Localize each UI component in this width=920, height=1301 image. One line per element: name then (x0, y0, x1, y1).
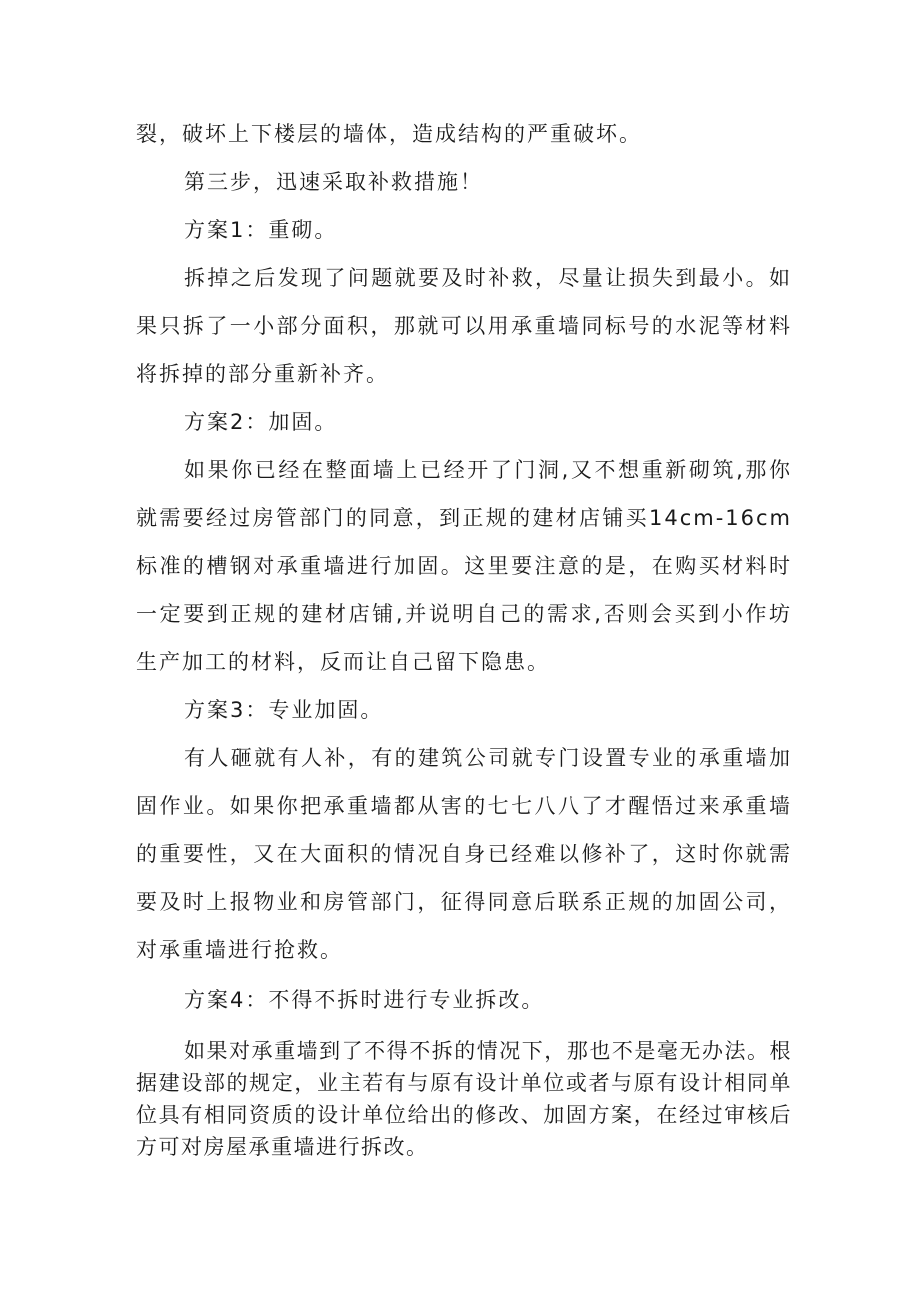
step-heading: 第三步，迅速采取补救措施！ (184, 170, 483, 194)
plan-4-heading: 方案4：不得不拆时进行专业拆改。 (184, 988, 545, 1012)
plan-3-body: 有人砸就有人补，有的建筑公司就专门设置专业的承重墙加固作业。如果你把承重墙都从害的七七八八了才醒悟过来承重墙的重要性，又在大面积的情况自身已经难以修补了，这时你就需要及时上报物业和房管部门，征得同意后联系正规的加固公司，对承重墙进行抢救。 (136, 746, 792, 962)
plan-3-heading: 方案3：专业加固。 (184, 698, 384, 722)
plan-1-heading: 方案1：重砌。 (184, 218, 338, 242)
plan-1-body: 拆掉之后发现了问题就要及时补救，尽量让损失到最小。如果只拆了一小部分面积，那就可以用承重墙同标号的水泥等材料将拆掉的部分重新补齐。 (136, 266, 792, 386)
plan-4-body: 如果对承重墙到了不得不拆的情况下，那也不是毫无办法。根据建设部的规定，业主若有与原有设计单位或者与原有设计相同单位具有相同资质的设计单位给出的修改、加固方案，在经过审核后方可对房屋承重墙进行拆改。 (136, 1039, 792, 1159)
plan-2-heading: 方案2：加固。 (184, 410, 338, 434)
plan-2-body: 如果你已经在整面墙上已经开了门洞,又不想重新砌筑,那你就需要经过房管部门的同意，到正规的建材店铺买14cm-16cm标准的槽钢对承重墙进行加固。这里要注意的是，在购买材料时一定要到正规的建材店铺,并说明自己的需求,否则会买到小作坊生产加工的材料，反而让自己留下隐患。 (136, 458, 792, 674)
paragraph-continuation: 裂，破坏上下楼层的墙体，造成结构的严重破坏。 (136, 122, 642, 146)
